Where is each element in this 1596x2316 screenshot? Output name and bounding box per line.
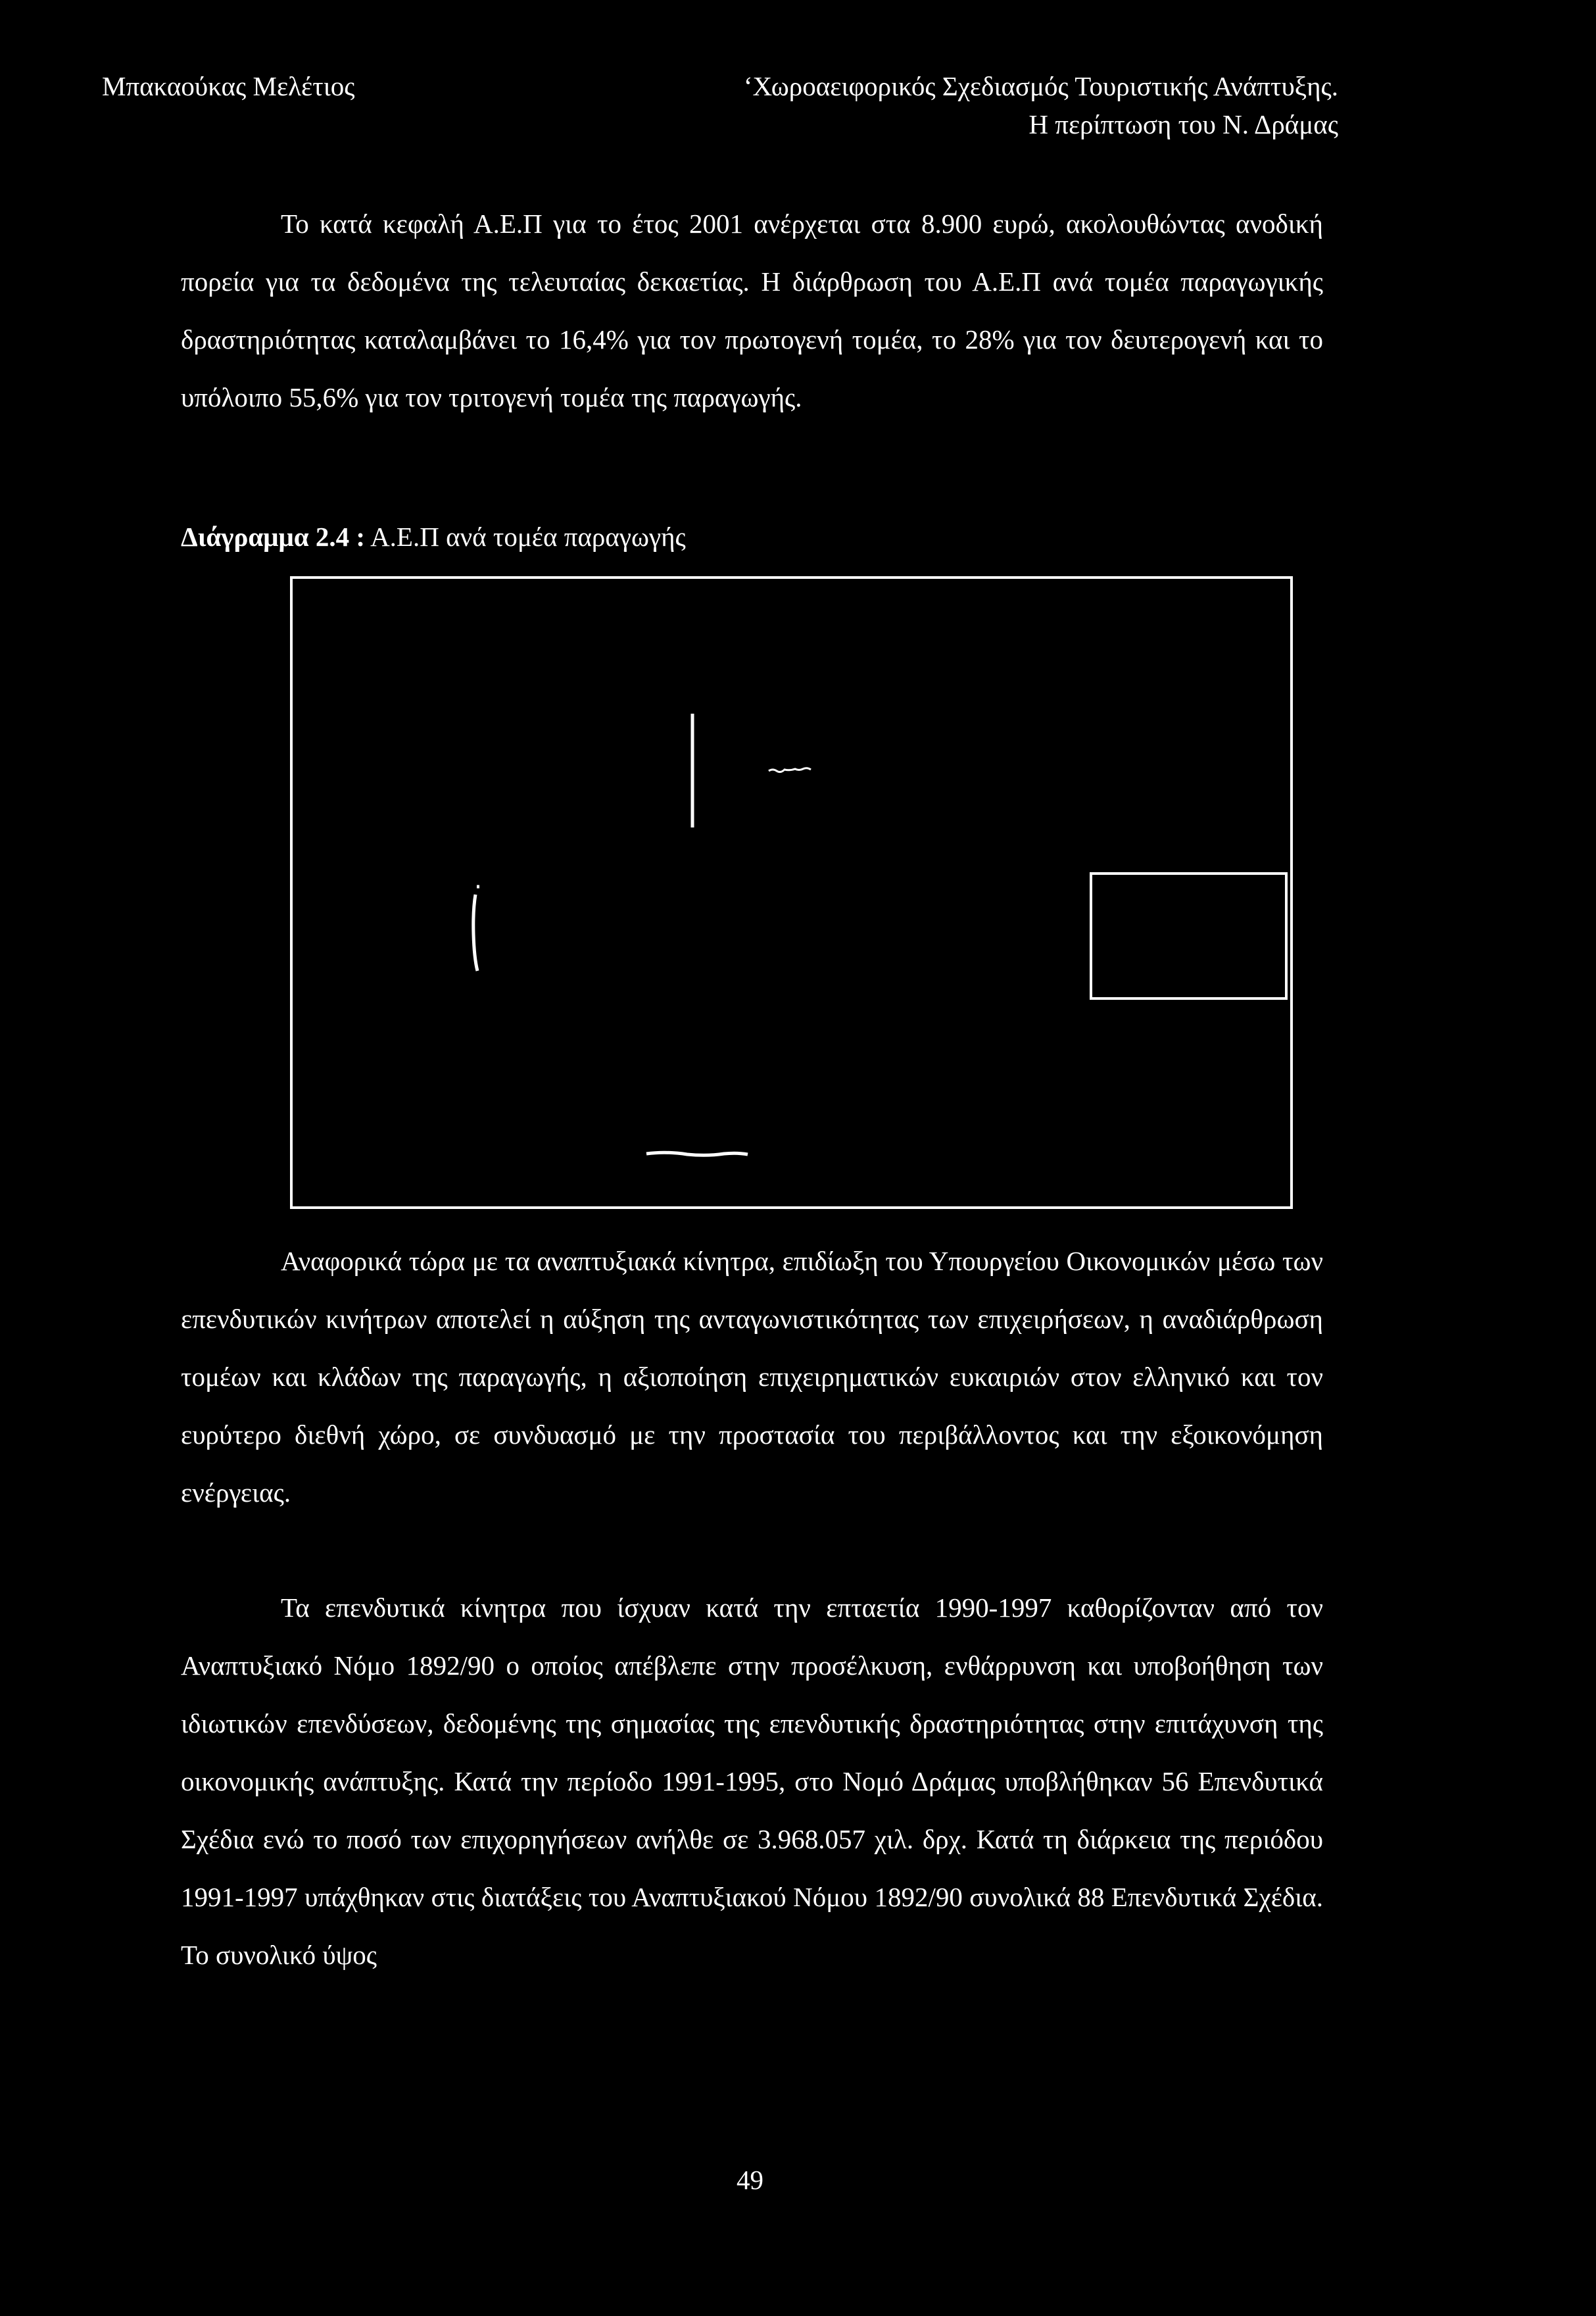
paragraph-development-law: Τα επενδυτικά κίνητρα που ίσχυαν κατά την επταετία 1990-1997 καθορίζονταν από τον Αναπτυξιακό Νόμο 1892/90 ο οποίος απέβλεπε στην προσέλκυση, ενθάρρυνση και υποβοήθηση των ιδιωτικών επενδύσεων, δεδομένης της σημασίας της επενδυτικής δραστηριότητας στην επιτάχυνση της οικονομικής ανάπτυξης. Κατά την περίοδο 1991-1995, στο Νομό Δράμας υποβλήθηκαν 56 Επενδυτικά Σχέδια ενώ το ποσό των επιχορηγήσεων ανήλθε σε 3.968.057 χιλ. δρχ. Κατά τη διάρκεια της περιόδου 1991-1997 υπάχθηκαν στις διατάξεις του Αναπτυξιακού Νόμου 1892/90 συνολικά 88 Επενδυτικά Σχέδια. Το συνολικό ύψος	[181, 1592, 1323, 1970]
paragraph-gdp: Το κατά κεφαλή Α.Ε.Π για το έτος 2001 ανέρχεται στα 8.900 ευρώ, ακολουθώντας ανοδική πορεία για τα δεδομένα της τελευταίας δεκαετίας. Η διάρθρωση του Α.Ε.Π ανά τομέα παραγωγικής δραστηριότητας καταλαμβάνει το 16,4% για τον πρωτογενή τομέα, το 28% για τον δευτερογενή και το υπόλοιπο 55,6% για τον τριτογενή τομέα της παραγωγής.	[181, 209, 1323, 412]
page-number: 49	[737, 2165, 763, 2195]
figure-title: Α.Ε.Π ανά τομέα παραγωγής	[370, 522, 686, 552]
figure-label: Διάγραμμα 2.4 :	[181, 522, 366, 552]
figure-graphic	[293, 579, 1290, 1206]
header-title-line2: Η περίπτωση του Ν. Δράμας	[1028, 109, 1338, 139]
figure-bracket	[473, 887, 479, 971]
figure-speck	[769, 768, 811, 772]
figure-stroke-bottom	[646, 1152, 748, 1155]
figure-caption	[181, 518, 686, 556]
figure-frame	[290, 576, 1293, 1209]
header-title-line1: ‘Χωροαειφορικός Σχεδιασμός Τουριστικής Ανάπτυξης.	[743, 71, 1338, 101]
figure-legend-box	[1091, 874, 1286, 998]
running-header-title	[744, 67, 1338, 143]
paragraph-incentives: Αναφορικά τώρα με τα αναπτυξιακά κίνητρα, επιδίωξη του Υπουργείου Οικονομικών μέσω των επενδυτικών κινήτρων αποτελεί η αύξηση της ανταγωνιστικότητας των επιχειρήσεων, η αναδιάρθρωση τομέων και κλάδων της παραγωγής, η αξιοποίηση επιχειρηματικών ευκαιριών στον ελληνικό και τον ευρύτερο διεθνή χώρο, σε συνδυασμό με την προστασία του περιβάλλοντος και την εξοικονόμηση ενέργειας.	[181, 1246, 1323, 1508]
running-header-author: Μπακαούκας Μελέτιος	[102, 71, 355, 101]
